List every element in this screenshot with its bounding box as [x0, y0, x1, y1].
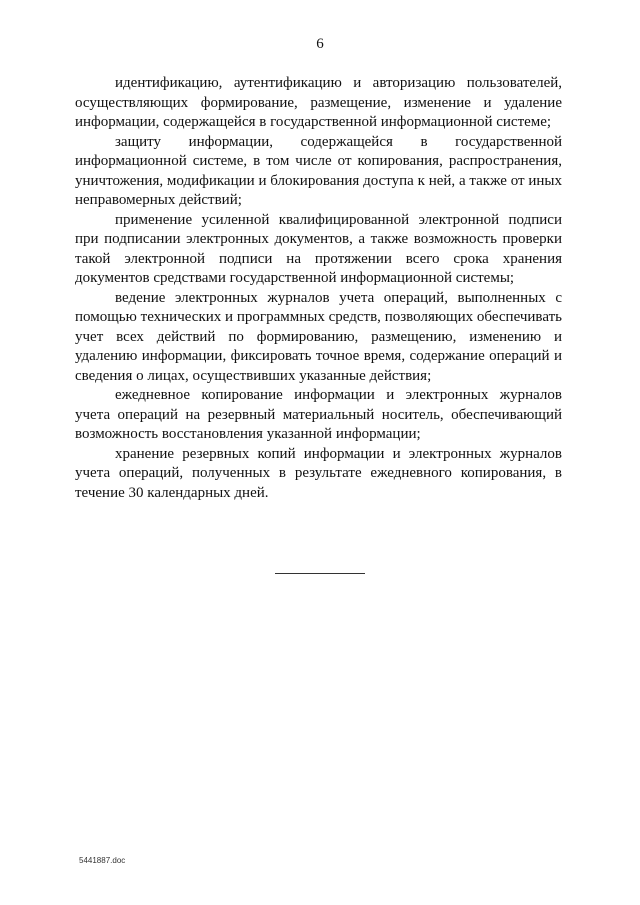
paragraph-daily-backup: ежедневное копирование информации и электронных журналов учета операций на резервный материальный носитель, обеспечивающий возможность восстановления указанной информации;	[75, 387, 562, 442]
paragraph-identification: идентификацию, аутентификацию и авторизацию пользователей, осуществляющих формирование, размещение, изменение и удаление информации, содержащейся в государственной информационной системе;	[75, 75, 562, 130]
paragraph-protection: защиту информации, содержащейся в государственной информационной системе, в том числе от копирования, распространения, уничтожения, модификации и блокирования доступа к ней, а также от иных неправомерных действий;	[75, 133, 562, 208]
paragraph-backup-retention: хранение резервных копий информации и электронных журналов учета операций, полученных в результате ежедневного копирования, в течение 30 календарных дней.	[75, 445, 562, 501]
document-body	[75, 74, 562, 503]
end-separator-line	[275, 573, 365, 574]
file-reference: 5441887.doc	[79, 856, 126, 865]
paragraph-electronic-signature: применение усиленной квалифицированной электронной подписи при подписании электронных документов, а также возможность проверки такой электронной подписи на протяжении всего срока хранения документов средствами государственной информационной системы;	[75, 211, 562, 286]
paragraph-operation-logs: ведение электронных журналов учета операций, выполненных с помощью технических и программных средств, позволяющих обеспечивать учет всех действий по формированию, размещению, изменению и удалению информации, фиксировать точное время, содержание операций и сведения о лицах, осуществивших указанные действия;	[75, 289, 562, 384]
page-number: 6	[316, 36, 324, 52]
